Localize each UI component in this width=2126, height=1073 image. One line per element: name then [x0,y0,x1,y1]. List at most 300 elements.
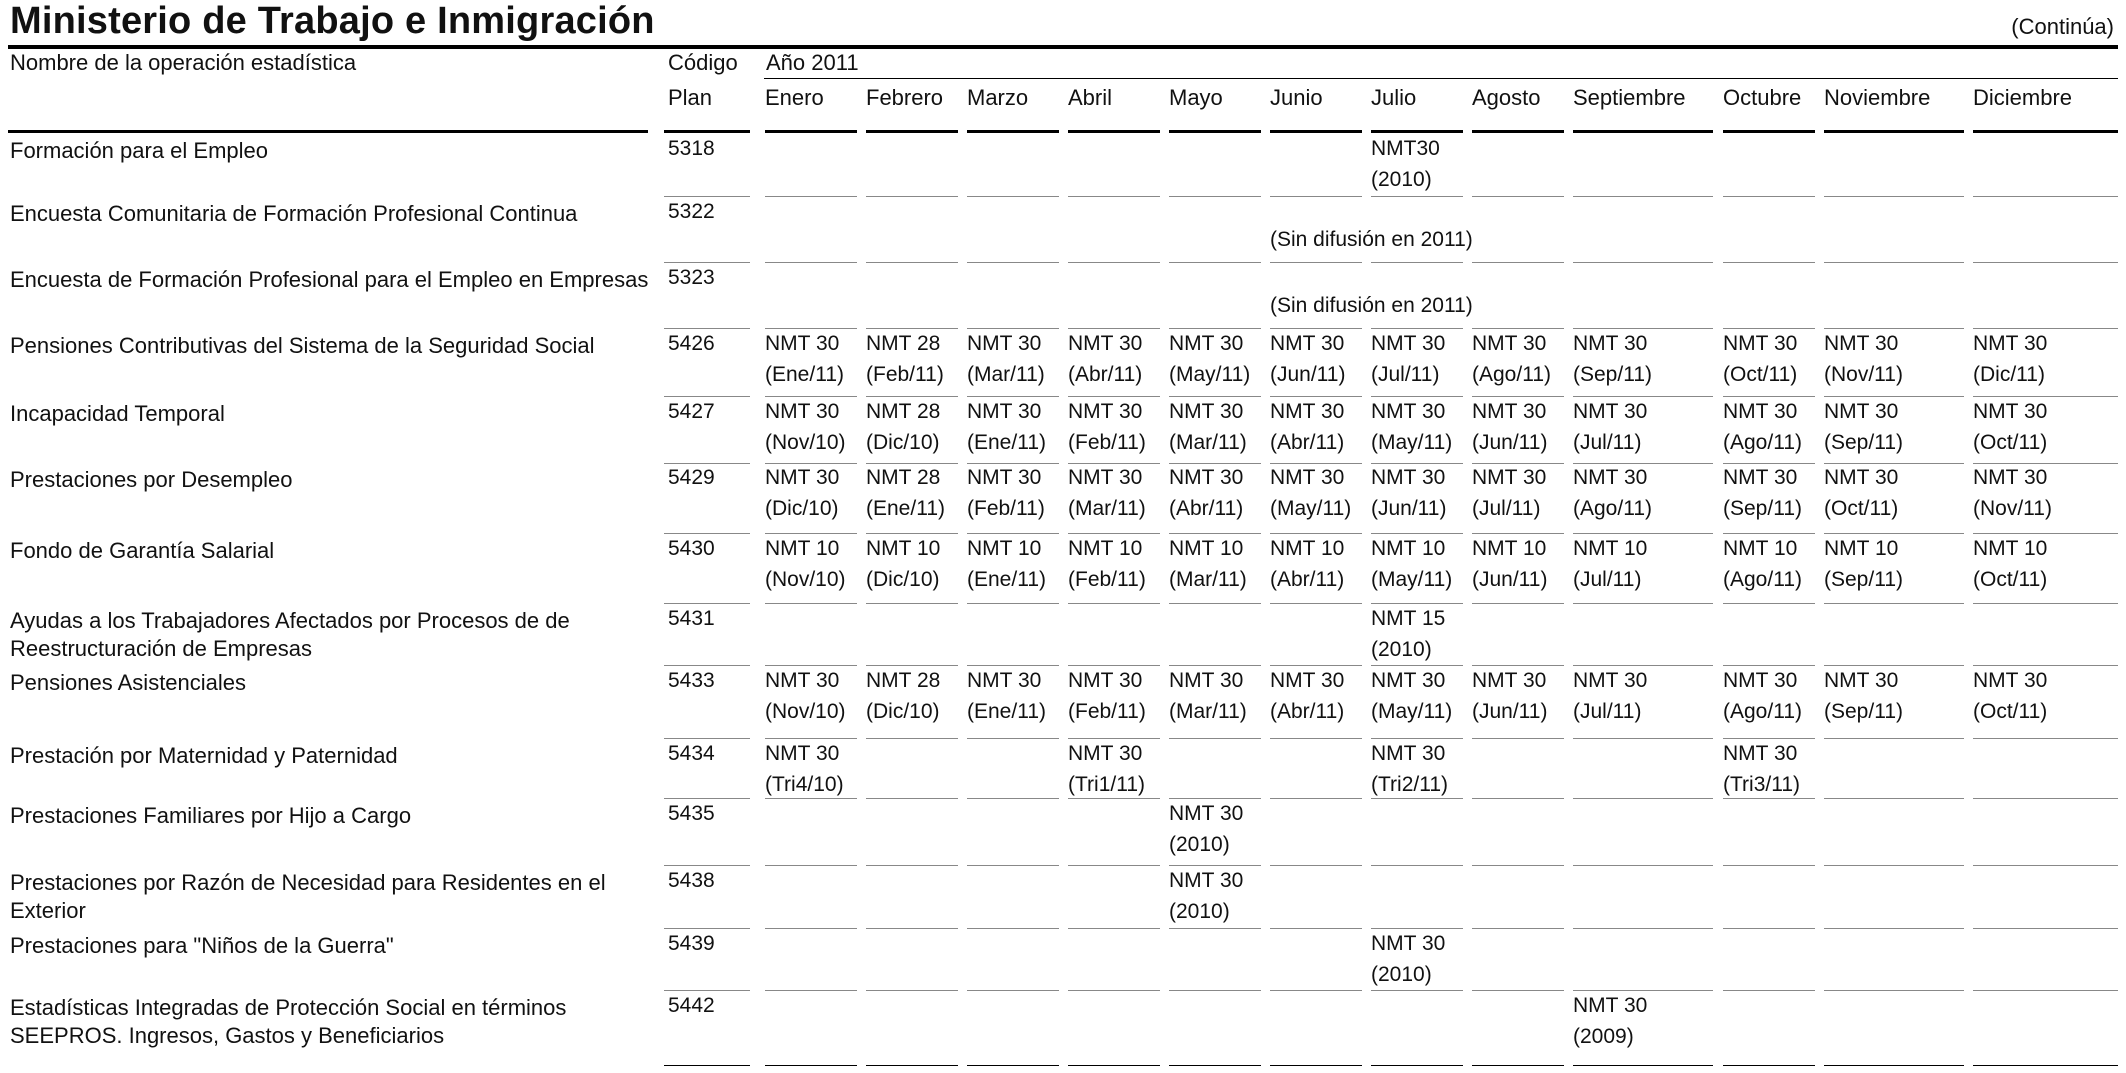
cell-value: (Ene/11) [866,497,945,520]
row-rule-month [866,396,958,397]
row-rule-month [1068,328,1160,329]
cell-value: (Abr/11) [1270,431,1345,454]
cell-value: NMT 10 [1270,537,1345,560]
cell-value: (Mar/11) [1169,431,1247,454]
cell-value: (2010) [1371,963,1432,986]
cell-value: NMT 30 [1824,400,1899,423]
cell-value: NMT 30 [1723,466,1798,489]
row-name: Fondo de Garantía Salarial [10,538,275,563]
cell-value: NMT 30 [1169,869,1244,892]
cell-value: NMT 30 [1973,400,2048,423]
row-rule-code [664,1065,750,1066]
cell-value: NMT 30 [1371,466,1446,489]
cell-value: NMT 30 [1270,466,1345,489]
cell-value: NMT 30 [1068,742,1143,765]
row-code: 5434 [668,742,715,765]
row-rule-month [1824,603,1964,604]
row-rule-month [1973,533,2118,534]
row-rule-month [1573,1065,1713,1066]
cell-value: NMT 30 [967,466,1042,489]
row-code: 5318 [668,137,715,160]
row-name: Pensiones Asistenciales [10,670,247,695]
row-rule-month [1068,798,1160,799]
row-rule-month [1573,603,1713,604]
cell-value: NMT 30 [1824,332,1899,355]
header-rule-month-12 [1973,130,2118,133]
cell-value: NMT 10 [1824,537,1899,560]
cell-value: (Ene/11) [967,431,1046,454]
cell-value: NMT 30 [1068,332,1143,355]
row-rule-month [1270,738,1362,739]
cell-value: NMT 30 [1573,669,1648,692]
row-rule-month [1973,196,2118,197]
cell-value: NMT 30 [1723,669,1798,692]
row-rule-month [866,196,958,197]
row-rule-month [765,865,857,866]
row-rule-month [1270,603,1362,604]
row-rule-month [765,928,857,929]
row-rule-month [866,533,958,534]
cell-value: NMT 30 [1169,466,1244,489]
row-rule-month [967,196,1059,197]
row-code: 5431 [668,607,715,630]
header-rule-month-1 [765,130,857,133]
row-rule-month [967,533,1059,534]
cell-value: (Tri3/11) [1723,773,1801,796]
row-name: Prestaciones para "Niños de la Guerra" [10,933,394,958]
month-header-4: Abril [1068,85,1113,110]
header-rule-month-8 [1472,130,1564,133]
cell-value: NMT 30 [1472,466,1547,489]
row-name: Pensiones Contributivas del Sistema de la Seguridad Social [10,333,595,358]
row-rule-month [866,328,958,329]
cell-value: (Dic/11) [1973,363,2045,386]
cell-value: (Feb/11) [866,363,944,386]
row-rule-month [1169,328,1261,329]
row-rule-month [1169,603,1261,604]
row-rule-month [1270,1065,1362,1066]
cell-value: NMT 10 [1169,537,1244,560]
cell-value: (May/11) [1169,363,1251,386]
row-rule-month [765,328,857,329]
cell-value: (Nov/10) [765,700,846,723]
row-rule-code [664,865,750,866]
row-name: Estadísticas Integradas de Protección Social en términos SEEPROS. Ingresos, Gastos y Beneficiarios [10,995,567,1048]
row-rule-month [1068,928,1160,929]
cell-value: NMT 10 [1573,537,1648,560]
cell-value: (Jun/11) [1472,568,1548,591]
row-code: 5439 [668,932,715,955]
row-rule-month [967,603,1059,604]
cell-value: (Jul/11) [1573,431,1642,454]
cell-value: NMT 30 [1371,669,1446,692]
row-rule-month [1472,990,1564,991]
row-rule-month [866,928,958,929]
row-code: 5438 [668,869,715,892]
cell-value: NMT 30 [1472,400,1547,423]
cell-value: (Feb/11) [1068,568,1146,591]
row-rule-month [1573,798,1713,799]
cell-value: NMT 10 [1068,537,1143,560]
row-rule-month [765,665,857,666]
header-rule-month-11 [1824,130,1964,133]
row-rule-month [1973,1065,2118,1066]
cell-value: NMT 30 [1573,466,1648,489]
year-rule [764,78,2118,79]
cell-value: (Jul/11) [1371,363,1440,386]
cell-value: (Dic/10) [765,497,839,520]
row-code: 5435 [668,802,715,825]
header-year: Año 2011 [766,50,859,75]
row-rule-month [1472,1065,1564,1066]
month-header-3: Marzo [967,85,1029,110]
row-rule-month [1472,665,1564,666]
row-rule-month [1973,865,2118,866]
row-rule-month [1723,262,1815,263]
row-rule-month [1270,665,1362,666]
row-rule-code [664,196,750,197]
month-header-8: Agosto [1472,85,1541,110]
cell-value: (Sep/11) [1824,700,1903,723]
cell-value: (Tri4/10) [765,773,844,796]
row-rule-month [1270,928,1362,929]
cell-value: NMT 30 [1824,466,1899,489]
row-rule-month [1169,990,1261,991]
row-rule-month [1723,865,1815,866]
row-rule-month [1169,396,1261,397]
row-rule-month [1824,665,1964,666]
row-code: 5442 [668,994,715,1017]
row-code: 5429 [668,466,715,489]
cell-value: NMT 30 [1169,332,1244,355]
cell-value: NMT 30 [1371,742,1446,765]
row-rule-month [967,396,1059,397]
header-rule-name [8,130,648,133]
row-rule-month [967,865,1059,866]
row-code: 5323 [668,266,715,289]
row-rule-month [1270,865,1362,866]
row-rule-month [1824,262,1964,263]
row-rule-month [967,262,1059,263]
row-rule-month [1270,798,1362,799]
cell-value: (Mar/11) [1169,568,1247,591]
month-header-9: Septiembre [1573,85,1686,110]
row-rule-month [967,928,1059,929]
cell-value: (May/11) [1270,497,1352,520]
row-rule-code [664,603,750,604]
row-rule-month [1169,665,1261,666]
row-rule-month [1824,865,1964,866]
row-rule-month [866,603,958,604]
cell-value: (Oct/11) [1973,431,2048,454]
row-code: 5427 [668,400,715,423]
cell-value: (Mar/11) [967,363,1045,386]
cell-value: (Dic/10) [866,431,940,454]
row-rule-month [1472,328,1564,329]
month-header-6: Junio [1270,85,1323,110]
cell-value: NMT 15 [1371,607,1446,630]
cell-value: (Oct/11) [1973,700,2048,723]
row-rule-month [1573,196,1713,197]
cell-value: NMT 30 [1573,332,1648,355]
continued-label: (Continúa) [2011,14,2114,39]
row-rule-month [1573,990,1713,991]
row-rule-month [866,990,958,991]
header-rule-code [664,130,750,133]
cell-value: (Ago/11) [1573,497,1652,520]
row-rule-month [1371,865,1463,866]
cell-value: NMT 30 [1371,932,1446,955]
cell-value: (Tri1/11) [1068,773,1146,796]
cell-value: (May/11) [1371,700,1453,723]
row-rule-month [1723,928,1815,929]
row-rule-code [664,328,750,329]
cell-value: (2010) [1371,168,1432,191]
cell-value: NMT 30 [1068,669,1143,692]
row-rule-month [1824,1065,1964,1066]
header-name-col: Nombre de la operación estadística [10,50,357,75]
cell-value: NMT 28 [866,669,941,692]
row-rule-month [1371,738,1463,739]
header-rule-month-10 [1723,130,1815,133]
row-code: 5426 [668,332,715,355]
cell-value: (Feb/11) [1068,431,1146,454]
cell-value: (2009) [1573,1025,1634,1048]
cell-value: NMT 10 [1472,537,1547,560]
cell-value: NMT 30 [967,400,1042,423]
row-rule-month [967,328,1059,329]
row-rule-month [1371,196,1463,197]
row-rule-month [1169,262,1261,263]
row-rule-month [1068,665,1160,666]
row-rule-month [1973,328,2118,329]
row-rule-month [1723,603,1815,604]
row-rule-code [664,990,750,991]
row-rule-month [1068,990,1160,991]
row-rule-month [1270,328,1362,329]
cell-value: (Ene/11) [765,363,844,386]
row-rule-month [1973,990,2118,991]
cell-value: (Ago/11) [1723,431,1802,454]
cell-value: (Ago/11) [1472,363,1551,386]
cell-value: NMT 30 [765,742,840,765]
cell-value: NMT 30 [765,466,840,489]
row-rule-month [1371,1065,1463,1066]
cell-value: NMT 30 [1973,669,2048,692]
row-rule-month [1371,262,1463,263]
header-rule-month-7 [1371,130,1463,133]
row-rule-month [1973,798,2118,799]
row-rule-code [664,533,750,534]
row-rule-month [1068,533,1160,534]
row-name: Formación para el Empleo [10,138,269,163]
row-rule-month [1169,928,1261,929]
row-rule-month [1068,196,1160,197]
row-rule-month [765,1065,857,1066]
cell-value: NMT 30 [1371,332,1446,355]
row-rule-month [765,396,857,397]
cell-value: NMT30 [1371,137,1440,160]
cell-value: (May/11) [1371,431,1453,454]
cell-value: NMT 30 [1169,400,1244,423]
cell-value: (Feb/11) [1068,700,1146,723]
cell-value: (Dic/10) [866,568,940,591]
month-header-12: Diciembre [1973,85,2073,110]
cell-value: NMT 30 [1068,400,1143,423]
cell-value: (Mar/11) [1169,700,1247,723]
cell-value: NMT 30 [1573,994,1648,1017]
cell-value: NMT 28 [866,332,941,355]
row-rule-month [765,738,857,739]
row-code: 5322 [668,200,715,223]
cell-value: NMT 30 [1472,332,1547,355]
cell-value: (Ago/11) [1723,568,1802,591]
row-rule-month [1270,396,1362,397]
cell-value: NMT 10 [866,537,941,560]
row-rule-month [1169,738,1261,739]
cell-value: (Sep/11) [1573,363,1652,386]
row-rule-month [1824,396,1964,397]
row-rule-month [1472,533,1564,534]
row-rule-month [1723,196,1815,197]
cell-value: (Feb/11) [967,497,1045,520]
cell-value: NMT 28 [866,400,941,423]
cell-value: NMT 10 [967,537,1042,560]
row-name: Ayudas a los Trabajadores Afectados por Procesos de de Reestructuración de Empresas [10,608,570,661]
cell-value: (May/11) [1371,568,1453,591]
row-rule-month [1169,533,1261,534]
cell-value: (2010) [1169,833,1230,856]
cell-value: (Jun/11) [1472,431,1548,454]
row-rule-code [664,928,750,929]
row-rule-month [967,990,1059,991]
cell-value: NMT 30 [1573,400,1648,423]
row-rule-month [1472,928,1564,929]
row-rule-month [1573,533,1713,534]
row-rule-month [1270,533,1362,534]
cell-value: (Sep/11) [1723,497,1802,520]
row-rule-month [1824,990,1964,991]
cell-value: (Oct/11) [1973,568,2048,591]
cell-value: NMT 30 [1973,466,2048,489]
cell-value: (Nov/10) [765,568,846,591]
row-rule-month [1068,396,1160,397]
row-rule-month [765,990,857,991]
row-rule-month [1973,928,2118,929]
row-rule-month [1169,196,1261,197]
month-header-7: Julio [1371,85,1417,110]
row-name: Prestaciones por Desempleo [10,467,293,492]
row-rule-month [1371,396,1463,397]
row-rule-month [1573,396,1713,397]
row-name: Encuesta Comunitaria de Formación Profesional Continua [10,201,578,226]
row-code: 5430 [668,537,715,560]
row-rule-month [1472,865,1564,866]
row-rule-month [1371,990,1463,991]
row-rule-code [664,665,750,666]
cell-value: (Abr/11) [1169,497,1244,520]
row-rule-code [664,738,750,739]
row-rule-month [1573,738,1713,739]
row-rule-month [1723,990,1815,991]
cell-value: NMT 30 [1068,466,1143,489]
cell-value: NMT 30 [1824,669,1899,692]
row-rule-month [1573,328,1713,329]
row-rule-month [1723,738,1815,739]
row-rule-month [1472,603,1564,604]
header-rule-month-9 [1573,130,1713,133]
cell-value: (Ago/11) [1723,700,1802,723]
month-header-10: Octubre [1723,85,1802,110]
row-rule-month [1723,665,1815,666]
row-name: Prestaciones Familiares por Hijo a Cargo [10,803,412,828]
cell-value: (Jun/11) [1270,363,1346,386]
row-rule-month [1472,262,1564,263]
cell-value: (Jun/11) [1371,497,1447,520]
cell-value: NMT 30 [1371,400,1446,423]
cell-value: (2010) [1371,638,1432,661]
cell-value: (Sep/11) [1824,568,1903,591]
row-note: (Sin difusión en 2011) [1270,228,1473,251]
cell-value: (Nov/11) [1973,497,2052,520]
cell-value: NMT 30 [1169,802,1244,825]
row-rule-month [1371,798,1463,799]
header-rule-month-5 [1169,130,1261,133]
cell-value: (Abr/11) [1270,700,1345,723]
cell-value: NMT 30 [1270,332,1345,355]
row-note: (Sin difusión en 2011) [1270,294,1473,317]
cell-value: NMT 30 [1472,669,1547,692]
cell-value: NMT 10 [1371,537,1446,560]
cell-value: NMT 30 [1270,400,1345,423]
row-name: Prestaciones por Razón de Necesidad para Residentes en el Exterior [10,870,606,923]
row-rule-month [866,262,958,263]
cell-value: (2010) [1169,900,1230,923]
row-rule-month [1723,396,1815,397]
row-rule-month [1723,533,1815,534]
cell-value: NMT 30 [1973,332,2048,355]
month-header-5: Mayo [1169,85,1223,110]
row-rule-month [1068,738,1160,739]
row-rule-month [866,665,958,666]
row-rule-month [1371,603,1463,604]
cell-value: NMT 10 [1973,537,2048,560]
cell-value: NMT 30 [765,669,840,692]
cell-value: (Ene/11) [967,568,1046,591]
row-rule-month [1973,665,2118,666]
row-rule-month [1723,1065,1815,1066]
cell-value: (Ene/11) [967,700,1046,723]
row-rule-month [1824,533,1964,534]
row-name: Encuesta de Formación Profesional para el Empleo en Empresas [10,267,649,292]
cell-value: (Mar/11) [1068,497,1146,520]
row-rule-code [664,396,750,397]
row-rule-month [1472,196,1564,197]
row-rule-month [1068,1065,1160,1066]
row-rule-month [765,798,857,799]
month-header-11: Noviembre [1824,85,1931,110]
row-rule-month [1169,1065,1261,1066]
row-rule-month [765,603,857,604]
cell-value: NMT 30 [1723,400,1798,423]
row-rule-month [866,738,958,739]
row-rule-month [967,665,1059,666]
row-rule-month [765,262,857,263]
row-rule-month [967,738,1059,739]
row-rule-month [1068,865,1160,866]
row-rule-month [1472,798,1564,799]
cell-value: NMT 10 [765,537,840,560]
